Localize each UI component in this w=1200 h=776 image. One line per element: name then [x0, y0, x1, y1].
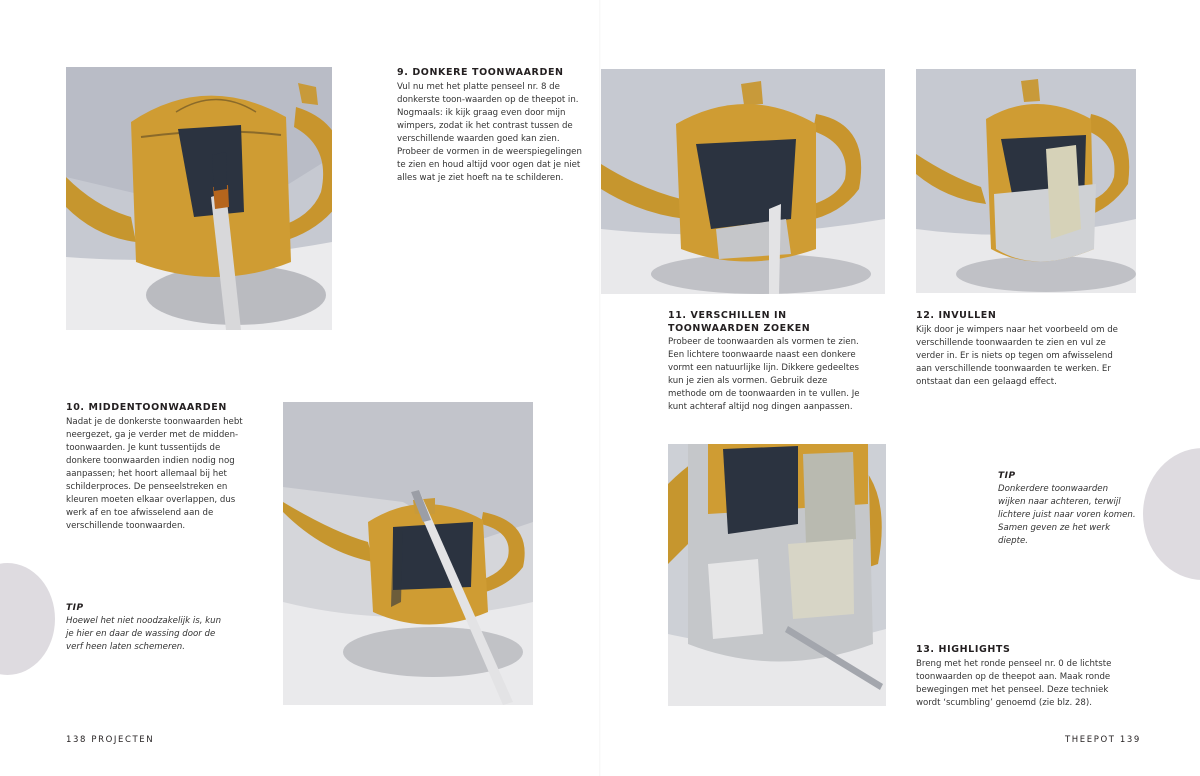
step-10-body: Nadat je de donkerste toonwaarden hebt neergezet, ga je verder met de midden-toonwaarden. Je kunt tussentijds de donkere toonwaarden indien nodig nog aanpassen; het hoort allemaal bij het schilderproces. De penseelstreken en kleuren moeten elkaar overlappen, dus werk af en toe afwisselend aan de verschillende toonwaarden. — [66, 416, 243, 532]
tip-right-label: TIP — [998, 471, 1016, 481]
step-12 — [916, 310, 1131, 389]
step-12-body: Kijk door je wimpers naar het voorbeeld om de verschillende toonwaarden te zien en vul ze verder in. Er is niets op tegen om afwisselend aan verschillende toonwaarden te werken. Er ontstaat dan een gelaagd effect. — [916, 324, 1118, 387]
photo-step-11 — [601, 69, 885, 294]
step-9 — [397, 67, 582, 185]
step-11 — [668, 310, 868, 415]
folio-left — [66, 735, 154, 745]
step-13 — [916, 644, 1131, 710]
tip-left-label: TIP — [66, 603, 84, 613]
folio-right-section: THEEPOT — [1065, 735, 1116, 745]
step-11-title: 11. VERSCHILLEN IN TOONWAARDEN ZOEKEN — [668, 310, 811, 334]
folio-left-section: PROJECTEN — [91, 735, 155, 745]
step-10-title: 10. MIDDENTOONWAARDEN — [66, 402, 227, 413]
step-11-body: Probeer de toonwaarden als vormen te zien. Een lichtere toonwaarde naast een donkere vormt een natuurlijke lijn. Dikkere gedeeltes kun je zien als vormen. Gebruik deze methode om de toonwaarden in te vullen. Je kunt achteraf altijd nog dingen aanpassen. — [668, 337, 860, 413]
tip-left-body: Hoewel het niet noodzakelijk is, kun je hier en daar de wassing door de verf heen laten schemeren. — [66, 616, 222, 653]
folio-right-page-number: 139 — [1119, 735, 1141, 745]
decorative-circle-right — [1143, 448, 1200, 580]
tip-left — [66, 602, 231, 654]
tip-right — [998, 470, 1138, 548]
step-12-title: 12. INVULLEN — [916, 310, 997, 321]
step-9-body: Vul nu met het platte penseel nr. 8 de donkerste toon-waarden op de theepot in. Nogmaals: ik kijk graag even door mijn wimpers, zodat ik het contrast tussen de verschillende waarden goed kan zien. Probeer de vormen in de weerspiegelingen te zien en houd altijd voor ogen dat je niet alles wat je ziet hoeft na te schilderen. — [397, 81, 582, 184]
photo-step-13 — [668, 444, 886, 706]
folio-right — [1065, 735, 1141, 745]
step-13-title: 13. HIGHLIGHTS — [916, 644, 1011, 655]
photo-step-12 — [916, 69, 1136, 293]
step-9-title: 9. DONKERE TOONWAARDEN — [397, 67, 564, 78]
folio-left-page-number: 138 — [66, 735, 88, 745]
photo-step-10 — [283, 402, 533, 705]
decorative-circle-left — [0, 563, 55, 675]
tip-right-body: Donkerdere toonwaarden wijken naar achteren, terwijl lichtere juist naar voren komen. Samen geven ze het werk diepte. — [998, 484, 1136, 547]
step-13-body: Breng met het ronde penseel nr. 0 de lichtste toonwaarden op de theepot aan. Maak ronde bewegingen met het penseel. Deze techniek wordt ‘scumbling’ genoemd (zie blz. 28). — [916, 658, 1112, 708]
photo-step-9 — [66, 67, 332, 330]
step-10 — [66, 402, 256, 533]
